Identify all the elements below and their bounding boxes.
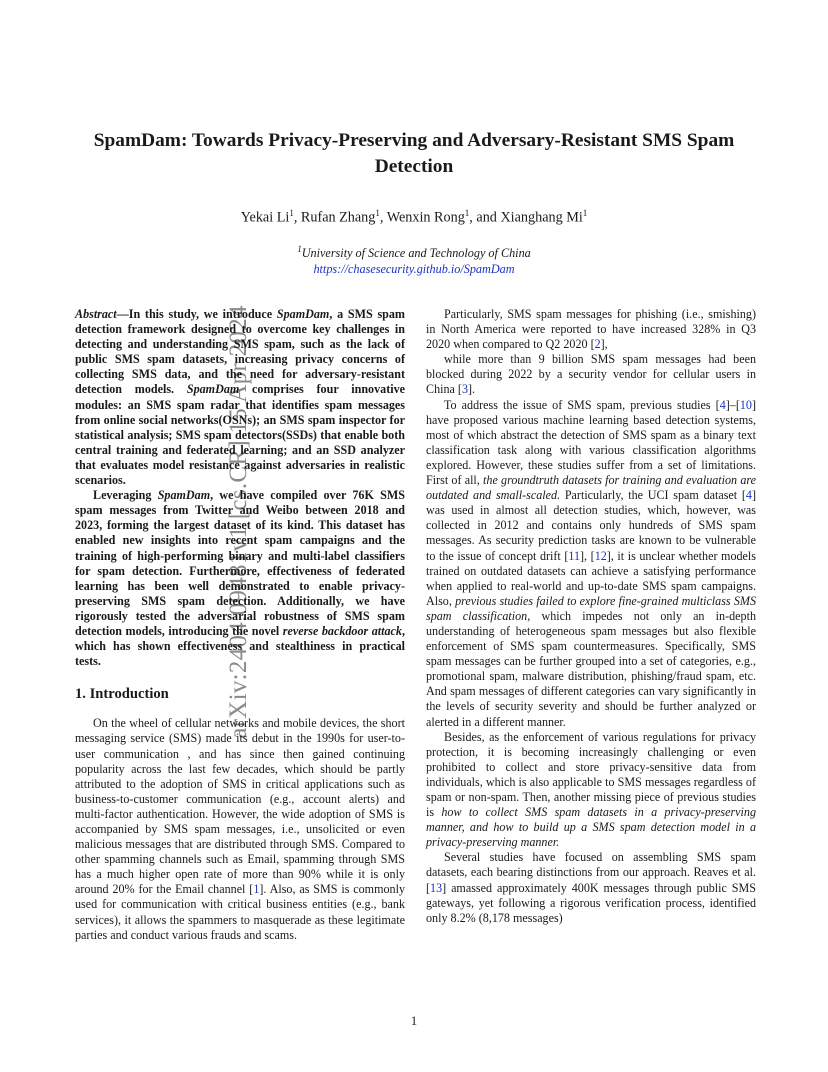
system-name: SpamDam xyxy=(276,307,330,321)
body-text: ], it is unclear whether models trained on outdated datasets can achieve a satisfying performance when applied to real-world and up-to-date SMS spam campaigns. Also, xyxy=(426,548,756,608)
body-text: ] have proposed various machine learning based detection systems, most of which abstract the detection of SMS spam as a binary text classification task along with various classification algorithms explored. However, these studies suffer from a set of limitations. First of all, xyxy=(426,397,756,488)
citation-link[interactable]: 4 xyxy=(719,397,726,412)
emphasis-text: the groundtruth datasets for training and evaluation are outdated and small-scaled. xyxy=(426,473,756,503)
affiliation-name: University of Science and Technology of China xyxy=(301,246,531,261)
abstract-text: In this study, we introduce xyxy=(128,307,277,321)
citation-link[interactable]: 2 xyxy=(594,337,601,352)
citation-link[interactable]: 13 xyxy=(430,880,443,895)
abstract-text: Leveraging xyxy=(93,488,158,503)
author-4: Xianghang Mi xyxy=(500,209,583,226)
citation-link[interactable]: 4 xyxy=(745,488,752,503)
body-text: Particularly, SMS spam messages for phishing (i.e., smishing) in North America were reported to have increased 328% in Q3 2020 when compared to Q2 2020 [ xyxy=(426,307,756,352)
citation-link[interactable]: 11 xyxy=(568,548,581,563)
author-3: Wenxin Rong xyxy=(386,209,465,226)
citation-link[interactable]: 1 xyxy=(253,882,260,897)
system-name: SpamDam xyxy=(186,382,240,397)
page-number: 1 xyxy=(410,1014,418,1028)
body-text: ] was used in almost all detection studies, which, however, was collected in 2012 and contains only hundreds of SMS spam messages. As security prediction tasks are known to be vulnerable to the issue of concept drift [ xyxy=(426,488,756,563)
body-text: ] amassed approximately 400K messages through public SMS gateways, yet following a rigorous verification process, identified only 8.2% (8,178 messages) xyxy=(426,880,756,925)
emphasis-text: how to collect SMS spam datasets in a privacy-preserving manner, and how to build up a SMS spam detection model in a privacy-preserving manner. xyxy=(426,805,756,850)
abstract-paragraph-2 xyxy=(75,488,405,669)
author-list xyxy=(80,208,748,227)
title-line-2: Detection xyxy=(374,156,454,177)
author-1: Yekai Li xyxy=(240,209,290,226)
attack-name: reverse backdoor attack xyxy=(282,623,402,638)
system-name: SpamDam xyxy=(157,488,211,503)
abstract-text: , which has shown effectiveness and stealthiness in practical tests. xyxy=(75,623,405,669)
body-text: , which impedes not only an in-depth understanding of heterogeneous spam messages but also flexible enforcement of SMS spam countermeasures. Specifically, SMS spam messages can be further grouped into a set of categories, e.g., promotional spam, malware distribution, phishing/fraud spam, etc. And spam messages of different categories can vary significantly in the levels of security severity and should be further analyzed or alerted in a different manner. xyxy=(426,608,756,729)
author-separator: , and xyxy=(469,209,501,226)
body-text: ]. Also, as SMS is commonly used for communication with critical business entities (e.g., bank services), it allows the spammers to masquerade as these legitimate parties and conduct various frauds and scams. xyxy=(75,882,405,942)
author-4-affil-mark: 1 xyxy=(582,208,588,218)
abstract-text: , a SMS spam detection framework designed to overcome key challenges in detecting and understanding SMS spam, such as the lack of public SMS spam datasets, increasing privacy concerns of collecting SMS data, and the need for adversary-resistant detection models. xyxy=(75,307,406,397)
author-separator: , xyxy=(379,209,387,226)
right-column xyxy=(426,307,756,926)
body-text: ], [ xyxy=(580,548,595,563)
arxiv-side-stamp: arXiv:2404.09481v1 [cs.CR] 15 Apr 2024 xyxy=(225,305,252,739)
body-text: Besides, as the enforcement of various regulations for privacy protection, it is becoming increasingly challenging or even prohibited to collect and store privacy-sensitive data from individuals, which is also applicable to SMS messages regardless of spam or non-spam. Then, another missing piece of previous studies is xyxy=(426,729,756,820)
author-separator: , xyxy=(293,209,301,226)
left-column xyxy=(75,307,405,943)
right-paragraph-4 xyxy=(426,730,756,851)
project-url-link[interactable]: https://chasesecurity.github.io/SpamDam xyxy=(313,262,515,277)
author-2: Rufan Zhang xyxy=(300,209,376,226)
abstract-label: Abstract xyxy=(75,307,117,321)
body-text: ], xyxy=(600,337,608,352)
title-line-1: SpamDam: Towards Privacy-Preserving and Adversary-Resistant SMS Spam xyxy=(93,130,735,151)
affiliation-mark: 1 xyxy=(297,244,302,254)
body-text: ]. xyxy=(468,382,476,397)
abstract-dash: — xyxy=(116,307,129,321)
emphasis-text: previous studies failed to explore fine-grained multiclass SMS spam classification xyxy=(426,593,756,623)
citation-link[interactable]: 12 xyxy=(594,548,607,563)
right-paragraph-5 xyxy=(426,850,756,925)
right-paragraph-1 xyxy=(426,307,756,352)
body-text: On the wheel of cellular networks and mobile devices, the short messaging service (SMS) made its debut in the 1990s for user-to-user communication , and has since then gained continuing popularity across the last few decades, which should be partly attributed to the adoption of SMS in critical applications such as business-to-customer communication (e.g., account alerts) and multi-factor authentication. However, the wide adoption of SMS is accompanied by SMS spam messages, i.e., unsolicited or even malicious messages that are distributed through SMS. Compared to other spamming channels such as Email, spamming through SMS has a much higher open rate of more than 90% while it is only around 20% for the Email channel [ xyxy=(75,716,405,897)
right-paragraph-3 xyxy=(426,398,756,730)
paper-title xyxy=(80,128,748,180)
abstract-paragraph-1 xyxy=(75,307,405,488)
abstract-text: comprises four innovative modules: an SMS spam radar that identifies spam messages from online social networks(OSNs); an SMS spam inspector for statistical analysis; SMS spam detectors(SSDs) that enable both central training and federated learning; and an SSD analyzer that evaluates model resistance against adversaries in realistic scenarios. xyxy=(75,382,406,488)
body-text: while more than 9 billion SMS spam messages had been blocked during 2022 by a security vendor for cellular users in China [ xyxy=(426,352,756,397)
right-paragraph-2 xyxy=(426,352,756,397)
affiliation-block xyxy=(80,241,748,277)
body-text: Particularly, the UCI spam dataset [ xyxy=(560,488,746,503)
body-text: ]–[ xyxy=(725,397,740,412)
body-text: To address the issue of SMS spam, previous studies [ xyxy=(444,397,720,412)
intro-paragraph-1 xyxy=(75,716,405,942)
abstract-text: , we have compiled over 76K SMS spam messages from Twitter and Weibo between 2018 and 2023, forming the largest dataset of its kind. This dataset has enabled new insights into recent spam campaigns and the training of high-performing binary and multi-label classifiers for spam detection. Furthermore, effectiveness of federated learning has been well demonstrated to enable privacy-preserving SMS spam detection. Additionally, we have rigorously tested the adversarial robustness of SMS spam detection models, introducing the novel xyxy=(75,488,405,638)
author-3-affil-mark: 1 xyxy=(464,208,470,218)
citation-link[interactable]: 3 xyxy=(461,382,468,397)
section-heading-introduction: 1. Introduction xyxy=(75,686,169,703)
author-2-affil-mark: 1 xyxy=(375,208,380,218)
citation-link[interactable]: 10 xyxy=(739,397,752,412)
author-1-affil-mark: 1 xyxy=(289,208,294,218)
body-text: Several studies have focused on assembling SMS spam datasets, each bearing distinctions from our approach. Reaves et al. [ xyxy=(426,850,756,895)
